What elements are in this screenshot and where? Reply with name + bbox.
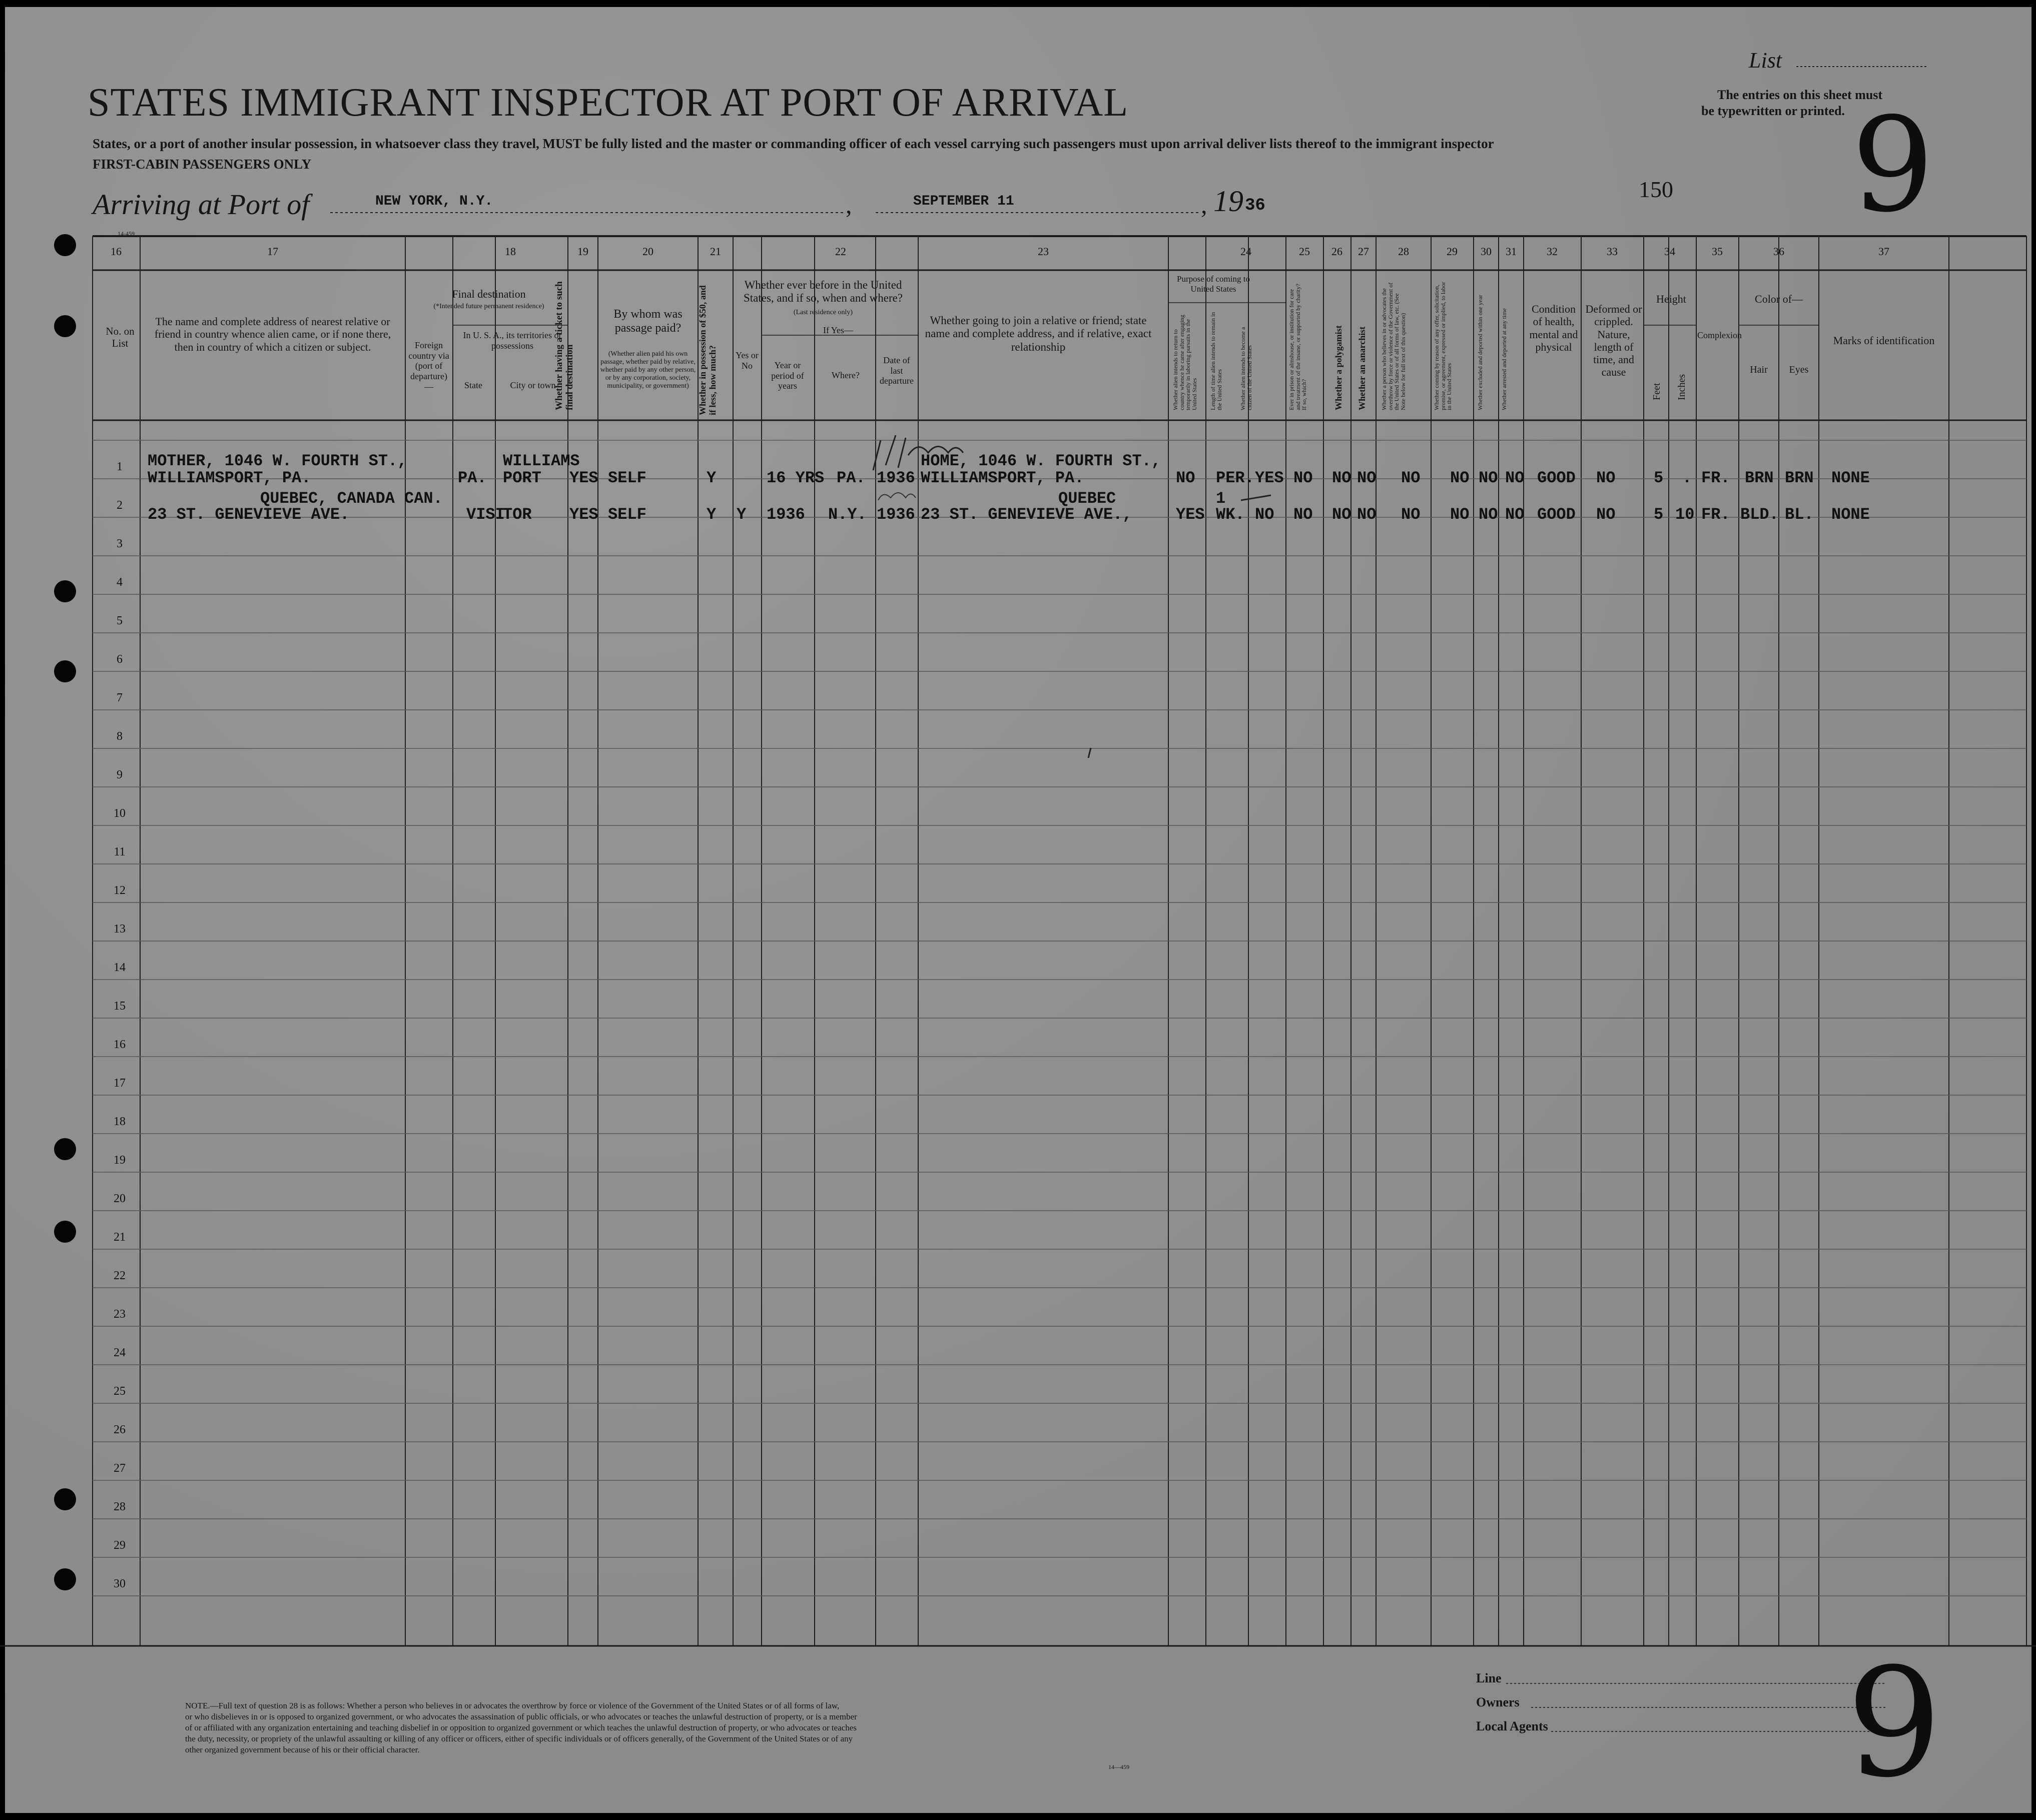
row-number: 7 xyxy=(117,691,123,704)
foreign-country: CAN. xyxy=(404,489,443,508)
complexion: FR. xyxy=(1701,469,1730,487)
list-label: List xyxy=(1749,48,1782,73)
join-relative-line1: HOME, 1046 W. FOURTH ST., xyxy=(921,452,1161,470)
hair-color: BRN xyxy=(1745,469,1774,487)
row-number: 3 xyxy=(117,537,123,550)
header-intends-citizen: Whether alien intends to become a citizen of the United States xyxy=(1239,327,1253,410)
arrested: NO xyxy=(1505,469,1525,487)
column-number: 27 xyxy=(1358,245,1369,258)
column-number: 16 xyxy=(111,245,122,258)
year-prefix: 19 xyxy=(1213,185,1243,218)
header-where: Where? xyxy=(832,370,860,380)
complexion: FR. xyxy=(1701,505,1730,524)
column-number: 18 xyxy=(505,245,516,258)
header-passage-paid-sub: (Whether alien paid his own passage, whether paid by relative, whether paid by any other person, or by any corporation, society, municipality, or government) xyxy=(600,350,696,390)
join-relative-line1: QUEBEC xyxy=(1058,489,1116,508)
join-relative-line2: WILLIAMSPORT, PA. xyxy=(921,469,1084,487)
header-year-period: Year or period of years xyxy=(771,360,804,391)
form-code: 14-459 xyxy=(118,230,135,237)
row-number: 16 xyxy=(114,1038,126,1051)
deformed: NO xyxy=(1596,469,1616,487)
header-excluded: Whether excluded and deported within one year xyxy=(1477,295,1484,410)
height-inches: . xyxy=(1682,469,1692,487)
deformed: NO xyxy=(1596,505,1616,524)
intends-return: YES xyxy=(1176,505,1205,524)
punch-hole xyxy=(54,660,76,682)
relative-address-line1: MOTHER, 1046 W. FOURTH ST., xyxy=(148,452,407,470)
row-number: 17 xyxy=(114,1077,126,1090)
date-value: SEPTEMBER 11 xyxy=(913,194,1014,209)
column-number: 30 xyxy=(1481,245,1492,258)
header-health: Condition of health, mental and physical xyxy=(1529,303,1578,353)
form-instructions: States, or a port of another insular possession, in whatsoever class they travel, MUST be fully listed and the master or commanding officer of each vessel carrying such passengers must upon arrival deliver lists thereof to the immigrant inspector xyxy=(93,136,1494,151)
column-number: 20 xyxy=(642,245,653,258)
punch-hole xyxy=(54,1138,76,1160)
row-number: 8 xyxy=(117,730,123,743)
header-purpose: Purpose of coming to United States xyxy=(1177,274,1250,294)
eye-color: BRN xyxy=(1785,469,1814,487)
ticket: YES xyxy=(569,469,598,487)
header-marks: Marks of identification xyxy=(1833,334,1935,347)
column-number: 17 xyxy=(267,245,278,258)
header-relative-address: The name and complete address of nearest relative or friend in country whence alien came, or if none there, then in country of which a citizen or subject. xyxy=(154,315,391,353)
height-feet: 5 xyxy=(1654,469,1664,487)
column-number: 34 xyxy=(1664,245,1675,258)
row-number: 21 xyxy=(114,1231,126,1244)
length-of-stay-line1: 1 xyxy=(1216,489,1226,508)
arriving-label: Arriving at Port of xyxy=(93,188,310,221)
offer-labor: NO xyxy=(1450,505,1470,524)
header-passage-paid: By whom was passage paid? xyxy=(613,308,683,335)
header-intends-return: Whether alien intends to return to country whence he came after engaging temporarily in laboring pursuits in the United States xyxy=(1172,315,1198,410)
overthrow: NO xyxy=(1401,469,1421,487)
note-line: the duty, necessity, or propriety of the unlawful assaulting or killing of any officer or officers, either of specific individuals or of officers generally, of the Government of the United States or of any xyxy=(185,1734,853,1743)
footer-form-code: 14—459 xyxy=(1108,1763,1129,1770)
row-number: 1 xyxy=(117,460,123,473)
row-number: 22 xyxy=(114,1269,126,1282)
header-color-of: Color of— xyxy=(1755,293,1803,305)
note-line: other organized government because of his or their official character. xyxy=(185,1745,420,1754)
local-agents-label: Local Agents xyxy=(1476,1719,1548,1733)
handwritten-list-number: 9 xyxy=(1851,90,1934,241)
punch-hole xyxy=(54,315,76,337)
comma: , xyxy=(846,191,852,219)
punch-hole xyxy=(54,1568,76,1590)
column-number: 24 xyxy=(1240,245,1251,258)
marks: NONE xyxy=(1831,469,1870,487)
length-of-stay-line2: WK. xyxy=(1216,505,1245,524)
header-deformed: Deformed or crippled. Nature, length of time, and cause xyxy=(1585,303,1642,379)
polygamist: NO xyxy=(1332,505,1351,524)
excluded: NO xyxy=(1479,505,1498,524)
intends-citizen: NO xyxy=(1255,505,1274,524)
row-number: 15 xyxy=(114,1000,126,1013)
marks: NONE xyxy=(1831,505,1870,524)
header-state: State xyxy=(464,380,482,390)
header-arrested: Whether arrested and deported at any time xyxy=(1501,308,1508,410)
last-departure: 1936 xyxy=(877,469,915,487)
height-feet: 5 xyxy=(1654,505,1664,524)
possession-fifty: Y xyxy=(707,505,717,524)
header-polygamist: Whether a polygamist xyxy=(1333,325,1343,410)
row-number: 2 xyxy=(117,499,123,512)
been-before: Y xyxy=(737,505,747,524)
header-fifty-dollars: Whether in possession of $50, and if less, how much? xyxy=(698,285,718,415)
eye-color: BL. xyxy=(1785,505,1814,524)
prison: NO xyxy=(1293,505,1313,524)
header-complexion: Complexion xyxy=(1697,330,1742,340)
anarchist: NO xyxy=(1357,469,1377,487)
length-of-stay: PER. xyxy=(1216,469,1254,487)
anarchist: NO xyxy=(1357,505,1377,524)
row-number: 9 xyxy=(117,768,123,781)
column-number: 36 xyxy=(1773,245,1784,258)
row-number: 4 xyxy=(117,576,123,589)
prison: NO xyxy=(1293,469,1313,487)
column-number: 31 xyxy=(1506,245,1517,258)
row-number: 10 xyxy=(114,807,126,820)
row-number: 24 xyxy=(114,1346,126,1359)
intends-return: NO xyxy=(1176,469,1195,487)
ticket: YES xyxy=(569,505,598,524)
last-departure: 1936 xyxy=(877,505,915,524)
header-feet: Feet xyxy=(1651,383,1662,400)
passage-paid-by: SELF xyxy=(608,505,646,524)
destination-city-line2: TOR xyxy=(503,505,532,524)
relative-address-line1: QUEBEC, CANADA xyxy=(260,489,395,508)
column-number: 32 xyxy=(1547,245,1558,258)
polygamist: NO xyxy=(1332,469,1351,487)
row-number: 6 xyxy=(117,653,123,666)
header-no-on-list: No. on List xyxy=(106,325,135,350)
form-title: STATES IMMIGRANT INSPECTOR AT PORT OF ARRIVAL xyxy=(88,81,1129,125)
row-number: 14 xyxy=(114,961,126,974)
column-number: 19 xyxy=(577,245,588,258)
column-number: 22 xyxy=(835,245,846,258)
header-final-destination-sub: (*Intended future permanent residence) xyxy=(433,303,544,310)
note-line: or who disbelieves in or is opposed to organized government, or who advocates the assassination of public officials, or who advocates or teaches the unlawful destruction of property, or is a member xyxy=(185,1712,857,1721)
destination-state: PA. xyxy=(458,469,487,487)
header-yes-no: Yes or No xyxy=(736,350,759,371)
column-number: 26 xyxy=(1331,245,1342,258)
header-eyes: Eyes xyxy=(1789,364,1809,375)
header-in-usa: In U. S. A., its territories or possessions xyxy=(463,330,562,351)
typewritten-note: The entries on this sheet must xyxy=(1717,88,1883,102)
column-number: 23 xyxy=(1038,245,1049,258)
year-suffix: 36 xyxy=(1245,196,1265,215)
row-number: 25 xyxy=(114,1385,126,1398)
header-prison: Ever in prison or almshouse, or institution for care and treatment of the insane, or supported by charity? If so, which? xyxy=(1288,284,1308,410)
header-overthrow: Whether a person who believes in or advocates the overthrow by force or violence of the Government of the United States or of all forms of law, etc. (See Note below for full text of this question) xyxy=(1381,282,1407,410)
row-number: 19 xyxy=(114,1154,126,1167)
punch-hole xyxy=(54,234,76,256)
header-foreign-country: Foreign country via (port of departure)— xyxy=(408,340,449,392)
health: GOOD xyxy=(1537,505,1576,524)
period-of-years: 1936 xyxy=(767,505,805,524)
column-number: 37 xyxy=(1878,245,1889,258)
join-relative-line2: 23 ST. GENEVIEVE AVE., xyxy=(921,505,1132,524)
overthrow: NO xyxy=(1401,505,1421,524)
header-hair: Hair xyxy=(1750,364,1768,375)
row-number: 23 xyxy=(114,1308,126,1321)
row-number: 26 xyxy=(114,1423,126,1436)
column-number: 35 xyxy=(1712,245,1723,258)
row-number: 29 xyxy=(114,1539,126,1552)
header-ever-before: Whether ever before in the United States, and if so, when and where? xyxy=(743,279,903,305)
port-value: NEW YORK, N.Y. xyxy=(375,194,493,209)
relative-address-line2: WILLIAMSPORT, PA. xyxy=(148,469,311,487)
row-number: 5 xyxy=(117,614,123,627)
sheet-number: 150 xyxy=(1639,177,1673,202)
row-number: 30 xyxy=(114,1577,126,1590)
header-inches: Inches xyxy=(1676,374,1687,400)
row-number: 28 xyxy=(114,1500,126,1513)
row-number: 18 xyxy=(114,1115,126,1128)
punch-hole xyxy=(54,1221,76,1243)
typewritten-note: be typewritten or printed. xyxy=(1701,104,1845,118)
column-number: 21 xyxy=(710,245,721,258)
row-number: 12 xyxy=(114,884,126,897)
row-number: 11 xyxy=(114,845,126,858)
owners-label: Owners xyxy=(1476,1695,1520,1709)
health: GOOD xyxy=(1537,469,1576,487)
excluded: NO xyxy=(1479,469,1498,487)
column-number: 29 xyxy=(1447,245,1458,258)
header-city: City or town xyxy=(510,380,556,390)
intends-citizen: YES xyxy=(1255,469,1284,487)
note-line: NOTE.—Full text of question 28 is as follows: Whether a person who believes in or advocates the overthrow by force or violence of the Government of the United States or of all forms of law, xyxy=(185,1701,840,1710)
column-number: 33 xyxy=(1607,245,1618,258)
destination-city-line1: WILLIAMS xyxy=(503,452,580,470)
header-ticket: Whether having a ticket to such final destination xyxy=(554,281,575,410)
offer-labor: NO xyxy=(1450,469,1470,487)
row-number: 20 xyxy=(114,1192,126,1205)
row-number: 13 xyxy=(114,923,126,936)
height-inches: 10 xyxy=(1675,505,1695,524)
destination-city-line2: PORT xyxy=(503,469,541,487)
line-label: Line xyxy=(1476,1671,1502,1685)
header-offer-labor: Whether coming by reason of any offer, solicitation, promise, or agreement, expressed or implied, to labor in the United States xyxy=(1433,282,1453,410)
column-number: 28 xyxy=(1398,245,1409,258)
row-number: 27 xyxy=(114,1462,126,1475)
comma: , xyxy=(1201,191,1207,219)
header-if-yes: If Yes— xyxy=(823,325,853,335)
arrested: NO xyxy=(1505,505,1525,524)
passage-paid-by: SELF xyxy=(608,469,646,487)
where: PA. xyxy=(837,469,866,487)
punch-hole xyxy=(54,1488,76,1510)
class-line: FIRST-CABIN PASSENGERS ONLY xyxy=(93,157,312,172)
header-anarchist: Whether an anarchist xyxy=(1357,326,1367,410)
note-line: of or affiliated with any organization entertaining and teaching disbelief in or opposition to organized government or which teaches the unlawful destruction of property, or who advocates or teaches xyxy=(185,1723,857,1732)
header-final-destination: Final destination xyxy=(452,288,526,300)
period-of-years: 16 YRS xyxy=(767,469,825,487)
header-date-last-departure: Date of last departure xyxy=(880,355,914,386)
punch-hole xyxy=(54,580,76,602)
header-join-relative: Whether going to join a relative or friend; state name and complete address, and if relative, exact relationship xyxy=(925,314,1152,353)
handwritten-list-number-footer: 9 xyxy=(1846,1636,1942,1810)
header-length-of-stay: Length of time alien intends to remain in the United States xyxy=(1209,312,1223,410)
destination-state: VISI xyxy=(466,505,505,524)
possession-fifty: Y xyxy=(707,469,717,487)
relative-address-line2: 23 ST. GENEVIEVE AVE. xyxy=(148,505,350,524)
hair-color: BLD. xyxy=(1740,505,1779,524)
column-number: 25 xyxy=(1299,245,1310,258)
header-ever-before-sub: (Last residence only) xyxy=(793,309,853,316)
where: N.Y. xyxy=(828,505,867,524)
header-height: Height xyxy=(1656,293,1686,305)
